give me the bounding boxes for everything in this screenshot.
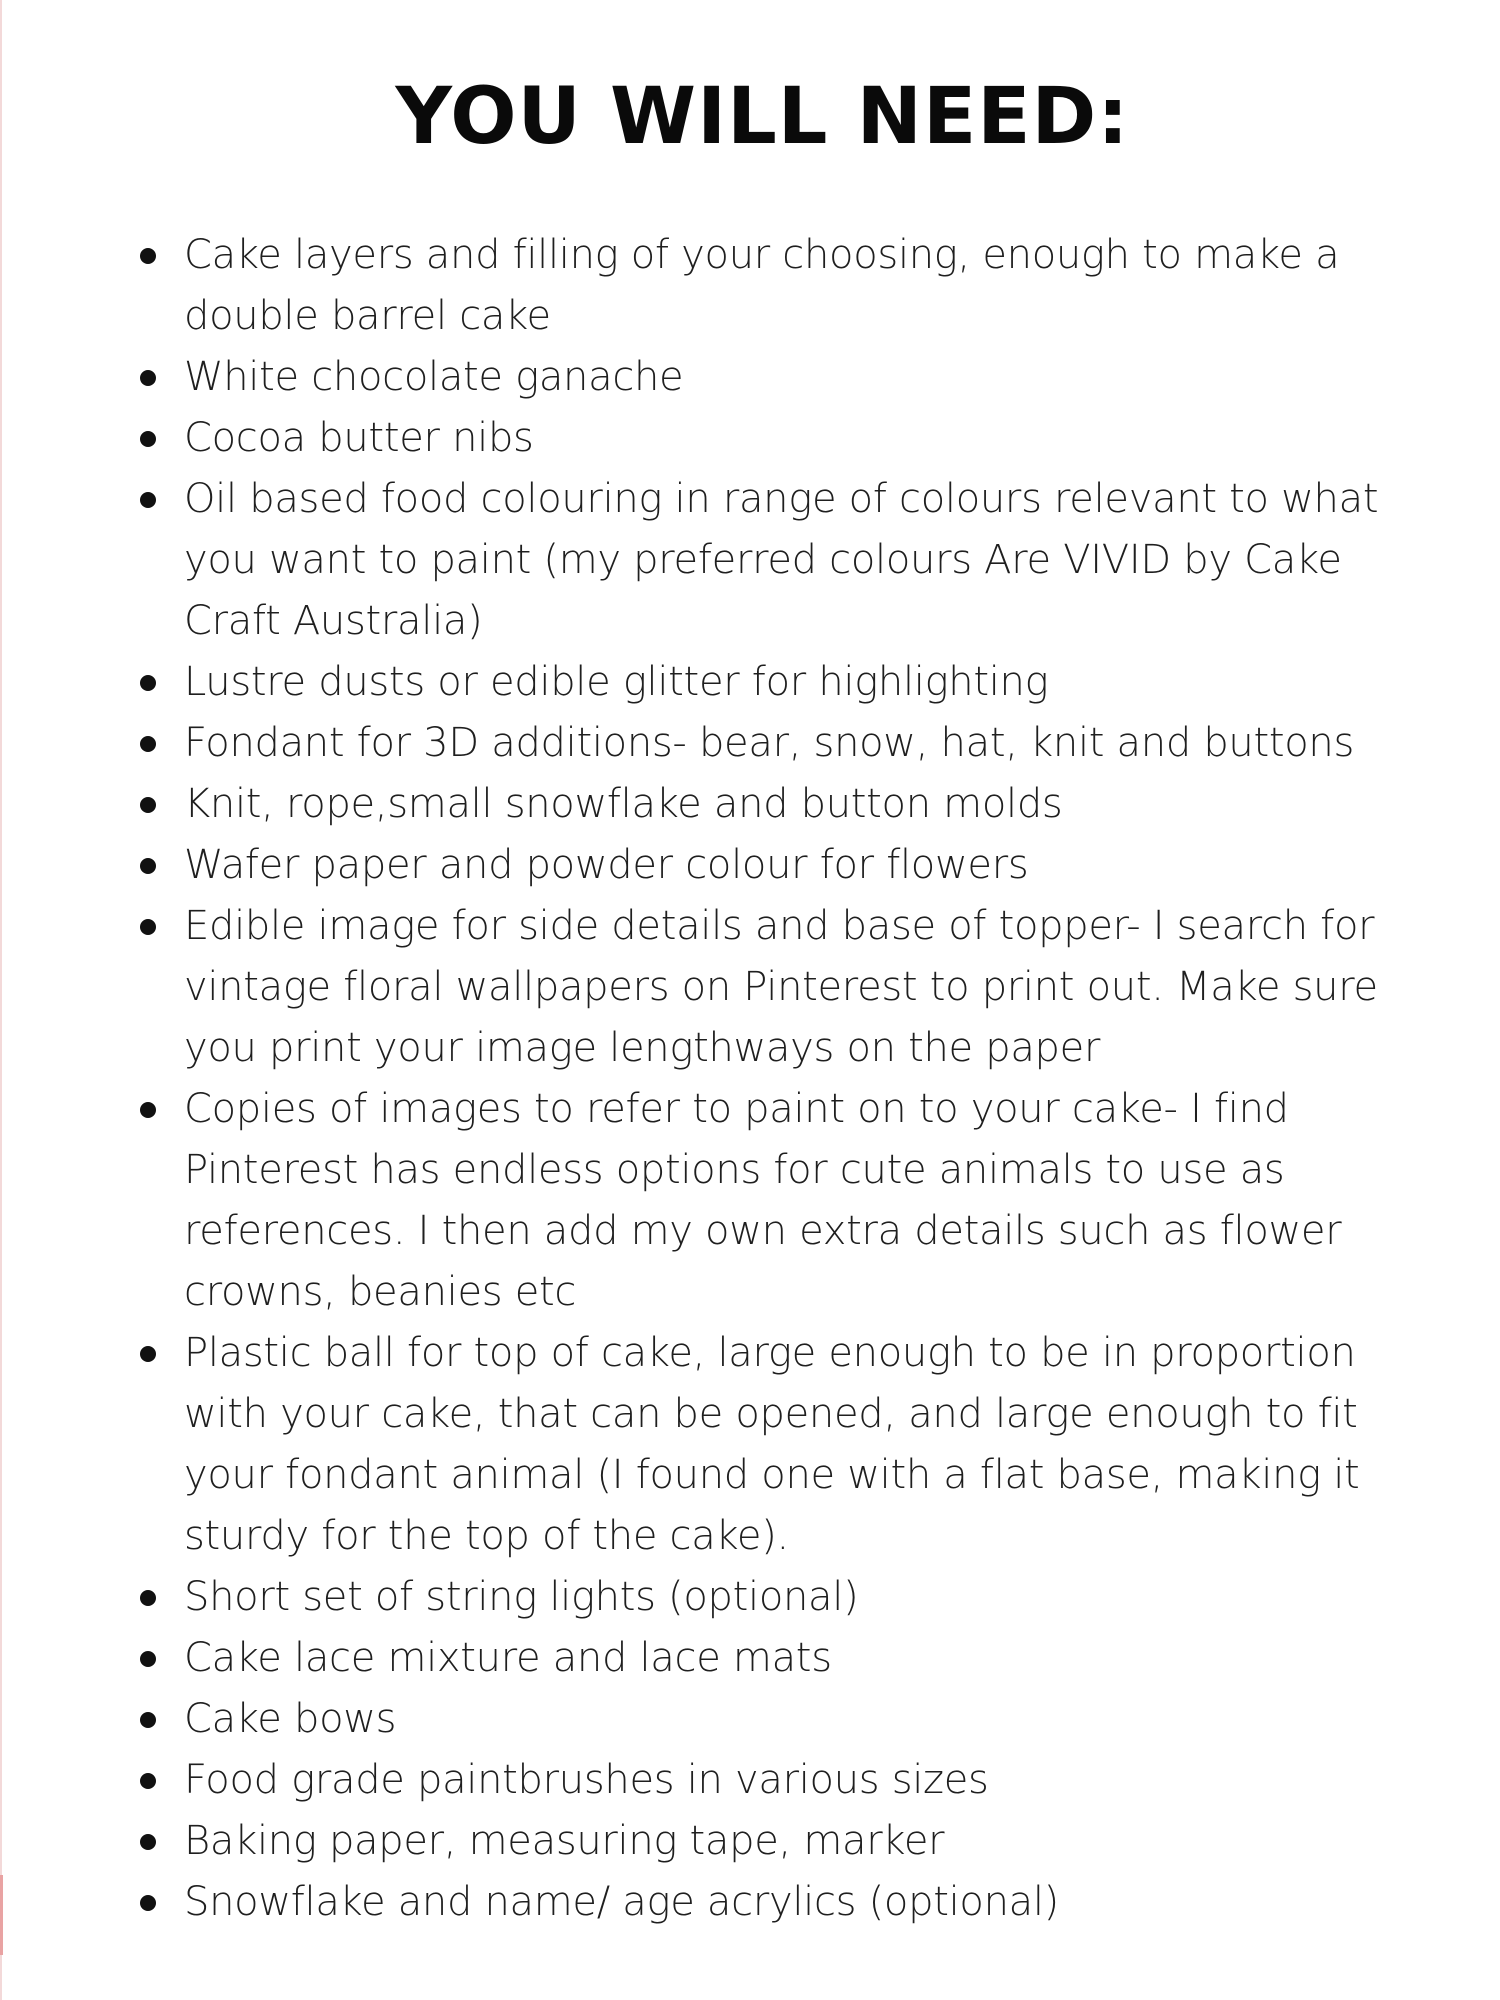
list-item — [136, 713, 1421, 774]
bullet-icon — [140, 736, 156, 752]
list-item-text: Edible image for side details and base of topper- I search for vintage floral wallpapers on Pinterest to print out. Make sure you print your image lengthways on the paper — [184, 903, 1378, 1071]
page-title: YOU WILL NEED: — [395, 72, 1130, 162]
list-item — [136, 347, 1421, 408]
list-item — [136, 225, 1421, 347]
list-item-text: Food grade paintbrushes in various sizes — [184, 1757, 989, 1803]
list-item-text: Cake layers and filling of your choosing, enough to make a double barrel cake — [184, 232, 1340, 339]
bullet-icon — [140, 370, 156, 386]
list-item-text: Copies of images to refer to paint on to your cake- I find Pinterest has endless options for cute animals to use as references. I then add my own extra details such as flower crowns, beanies etc — [184, 1086, 1342, 1315]
bullet-icon — [140, 492, 156, 508]
list-item — [136, 1628, 1421, 1689]
list-item-text: White chocolate ganache — [184, 354, 684, 400]
list-item — [136, 408, 1421, 469]
bullet-icon — [140, 858, 156, 874]
bullet-icon — [140, 675, 156, 691]
list-item-text: Baking paper, measuring tape, marker — [184, 1818, 945, 1864]
list-item — [136, 1811, 1421, 1872]
list-item — [136, 774, 1421, 835]
list-item-text: Short set of string lights (optional) — [184, 1574, 859, 1620]
list-item-text: Cocoa butter nibs — [184, 415, 534, 461]
list-item — [136, 896, 1421, 1079]
list-item — [136, 1567, 1421, 1628]
bullet-icon — [140, 797, 156, 813]
list-item-text: Lustre dusts or edible glitter for highlighting — [184, 659, 1049, 705]
bullet-icon — [140, 248, 156, 264]
list-item-text: Snowflake and name/ age acrylics (optional) — [184, 1879, 1059, 1925]
bullet-icon — [140, 1773, 156, 1789]
bullet-icon — [140, 1895, 156, 1911]
list-item — [136, 1872, 1421, 1933]
bullet-icon — [140, 1712, 156, 1728]
bullet-icon — [140, 1590, 156, 1606]
list-item — [136, 1079, 1421, 1323]
list-item-text: Cake lace mixture and lace mats — [184, 1635, 832, 1681]
list-item — [136, 652, 1421, 713]
list-item-text: Plastic ball for top of cake, large enough to be in proportion with your cake, that can be opened, and large enough to fit your fondant animal (I found one with a flat base, making it sturdy for the top of the cake). — [184, 1330, 1360, 1559]
bullet-icon — [140, 919, 156, 935]
list-item-text: Oil based food colouring in range of colours relevant to what you want to paint (my preferred colours Are VIVID by Cake Craft Australia) — [184, 476, 1379, 644]
bullet-icon — [140, 1102, 156, 1118]
bullet-icon — [140, 1834, 156, 1850]
bullet-icon — [140, 431, 156, 447]
bullet-icon — [140, 1651, 156, 1667]
list-item-text: Knit, rope,small snowflake and button molds — [184, 781, 1063, 827]
list-item-text: Fondant for 3D additions- bear, snow, hat, knit and buttons — [184, 720, 1354, 766]
bullet-icon — [140, 1346, 156, 1362]
list-item — [136, 1750, 1421, 1811]
supplies-list — [136, 225, 1421, 1933]
list-item-text: Wafer paper and powder colour for flowers — [184, 842, 1029, 888]
list-item — [136, 1323, 1421, 1567]
list-item — [136, 835, 1421, 896]
list-item — [136, 469, 1421, 652]
list-item — [136, 1689, 1421, 1750]
list-item-text: Cake bows — [184, 1696, 397, 1742]
